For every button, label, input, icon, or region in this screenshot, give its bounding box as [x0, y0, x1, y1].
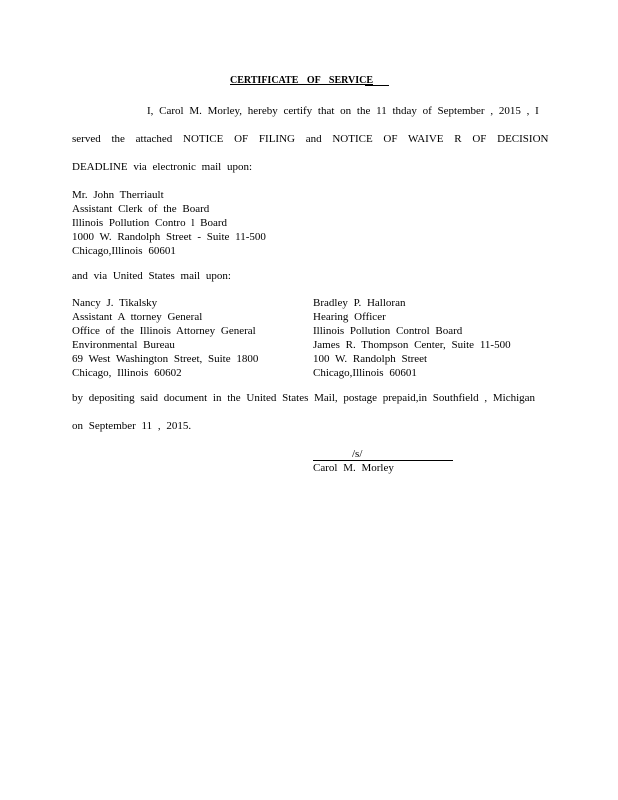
- mail-recipient-right-address: [313, 296, 511, 380]
- certification-line-3: DEADLINE via electronic mail upon:: [72, 161, 253, 173]
- address-line: James R. Thompson Center, Suite 11-500: [313, 339, 511, 351]
- deposit-statement-line-2: on September 11 , 2015.: [72, 420, 192, 432]
- address-line: Chicago, Illinois 60602: [72, 367, 182, 379]
- address-line: 1000 W. Randolph Street - Suite 11-500: [72, 231, 266, 243]
- title-underline: [365, 85, 389, 86]
- address-line: Nancy J. Tikalsky: [72, 297, 158, 309]
- address-line: Assistant A ttorney General: [72, 311, 203, 323]
- address-line: Assistant Clerk of the Board: [72, 203, 210, 215]
- address-line: 100 W. Randolph Street: [313, 353, 428, 365]
- mail-service-intro: and via United States mail upon:: [72, 270, 231, 282]
- address-line: Environmental Bureau: [72, 339, 175, 351]
- address-line: 69 West Washington Street, Suite 1800: [72, 353, 259, 365]
- address-line: Mr. John Therriault: [72, 189, 164, 201]
- certification-line-2: served the attached NOTICE OF FILING and NOTICE OF WAIVE R OF DECISION: [72, 133, 549, 145]
- address-line: Office of the Illinois Attorney General: [72, 325, 256, 337]
- mail-recipient-left-address: [72, 296, 258, 380]
- electronic-signature-mark: /s/: [352, 448, 363, 460]
- document-title: CERTIFICATE OF SERVICE: [230, 75, 373, 86]
- deposit-statement-line-1: by depositing said document in the United States Mail, postage prepaid,in Southfield , Michigan: [72, 392, 536, 404]
- address-line: Chicago,Illinois 60601: [72, 245, 176, 257]
- signatory-name: Carol M. Morley: [313, 462, 394, 474]
- certification-line-1: I, Carol M. Morley, hereby certify that on the 11 thday of September , 2015 , I: [147, 105, 539, 117]
- email-recipient-address: [72, 188, 266, 258]
- address-line: Illinois Pollution Control Board: [313, 325, 463, 337]
- address-line: Hearing Officer: [313, 311, 386, 323]
- address-line: Bradley P. Halloran: [313, 297, 406, 309]
- address-line: Illinois Pollution Contro l Board: [72, 217, 228, 229]
- address-line: Chicago,Illinois 60601: [313, 367, 417, 379]
